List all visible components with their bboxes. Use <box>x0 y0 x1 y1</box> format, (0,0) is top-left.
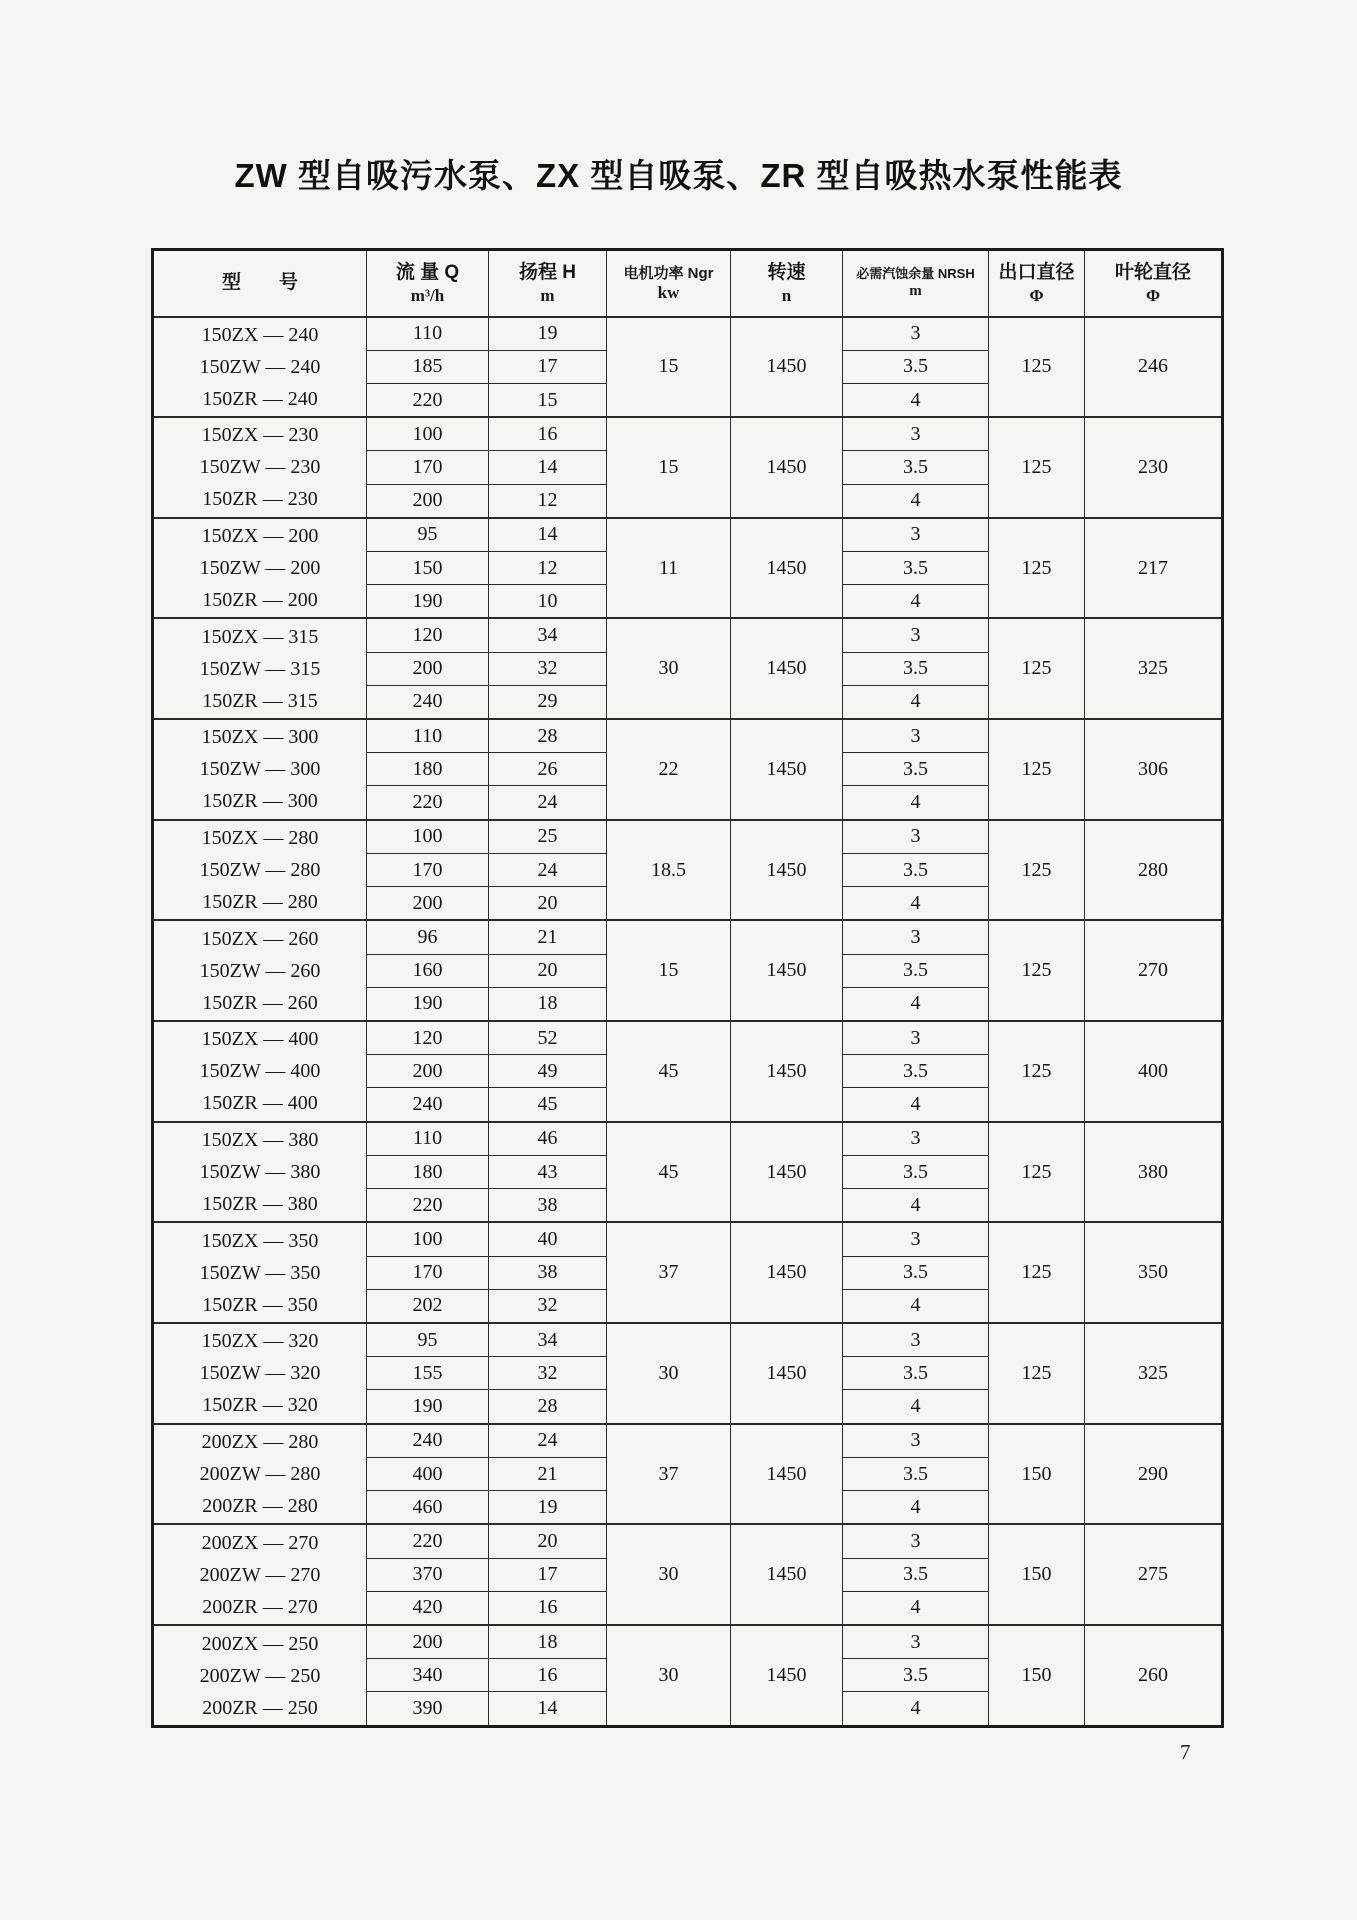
model-name: 150ZW — 320 <box>199 1362 321 1385</box>
head-cell: 12 <box>489 552 607 585</box>
model-name: 150ZX — 230 <box>201 424 319 447</box>
model-name: 150ZR — 320 <box>202 1394 318 1417</box>
col-header-power <box>607 250 731 317</box>
npsh-cell: 3.5 <box>843 854 989 887</box>
head-cell: 24 <box>489 786 607 820</box>
speed-cell: 1450 <box>731 820 843 921</box>
head-cell: 10 <box>489 585 607 619</box>
col-header-head <box>489 250 607 317</box>
npsh-cell: 4 <box>843 1088 989 1122</box>
flow-cell: 180 <box>367 753 489 786</box>
model-cell <box>153 317 367 418</box>
col-header-power-label: 电机功率 Ngr <box>623 264 714 282</box>
npsh-cell: 3.5 <box>843 652 989 685</box>
power-cell: 30 <box>607 1524 731 1625</box>
head-cell: 43 <box>489 1156 607 1189</box>
outlet-diameter-cell: 125 <box>989 1122 1085 1223</box>
col-header-npsh-unit: m <box>909 283 922 300</box>
flow-cell: 400 <box>367 1457 489 1490</box>
table-body <box>153 317 1223 1727</box>
impeller-diameter-cell: 217 <box>1085 518 1223 619</box>
head-cell: 28 <box>489 719 607 753</box>
flow-cell: 100 <box>367 1222 489 1256</box>
power-cell: 15 <box>607 920 731 1021</box>
flow-cell: 96 <box>367 920 489 954</box>
impeller-diameter-cell: 325 <box>1085 1323 1223 1424</box>
impeller-diameter-cell: 275 <box>1085 1524 1223 1625</box>
head-cell: 20 <box>489 1524 607 1558</box>
npsh-cell: 3.5 <box>843 1558 989 1591</box>
model-name: 150ZW — 200 <box>199 557 321 580</box>
col-header-outlet-unit: Φ <box>1029 285 1044 305</box>
npsh-cell: 3 <box>843 1424 989 1458</box>
flow-cell: 155 <box>367 1357 489 1390</box>
speed-cell: 1450 <box>731 1625 843 1726</box>
head-cell: 52 <box>489 1021 607 1055</box>
head-cell: 32 <box>489 652 607 685</box>
model-name: 150ZR — 280 <box>202 891 318 914</box>
impeller-diameter-cell: 400 <box>1085 1021 1223 1122</box>
npsh-cell: 3 <box>843 1021 989 1055</box>
model-cell <box>153 1021 367 1122</box>
table-row <box>153 1524 1223 1558</box>
flow-cell: 110 <box>367 317 489 351</box>
head-cell: 32 <box>489 1289 607 1323</box>
outlet-diameter-cell: 125 <box>989 1222 1085 1323</box>
outlet-diameter-cell: 125 <box>989 417 1085 518</box>
head-cell: 19 <box>489 317 607 351</box>
npsh-cell: 3.5 <box>843 1457 989 1490</box>
table-row <box>153 820 1223 854</box>
impeller-diameter-cell: 290 <box>1085 1424 1223 1525</box>
impeller-diameter-cell: 260 <box>1085 1625 1223 1726</box>
model-name: 150ZW — 350 <box>199 1261 321 1284</box>
model-name: 150ZR — 230 <box>202 488 318 511</box>
col-header-model-label: 型 号 <box>221 271 298 293</box>
model-cell <box>153 1323 367 1424</box>
npsh-cell: 3.5 <box>843 1055 989 1088</box>
table-row <box>153 1323 1223 1357</box>
speed-cell: 1450 <box>731 1021 843 1122</box>
head-cell: 24 <box>489 854 607 887</box>
model-name: 150ZX — 380 <box>201 1129 319 1152</box>
power-cell: 37 <box>607 1424 731 1525</box>
header-row <box>153 250 1223 317</box>
model-name: 150ZX — 400 <box>201 1028 319 1051</box>
npsh-cell: 4 <box>843 1189 989 1223</box>
npsh-cell: 3 <box>843 317 989 351</box>
col-header-speed-label: 转速 <box>767 262 806 284</box>
flow-cell: 240 <box>367 685 489 719</box>
npsh-cell: 3.5 <box>843 451 989 484</box>
model-name: 150ZW — 315 <box>199 657 321 680</box>
speed-cell: 1450 <box>731 1222 843 1323</box>
flow-cell: 370 <box>367 1558 489 1591</box>
head-cell: 45 <box>489 1088 607 1122</box>
power-cell: 15 <box>607 417 731 518</box>
flow-cell: 180 <box>367 1156 489 1189</box>
flow-cell: 170 <box>367 1256 489 1289</box>
flow-cell: 190 <box>367 585 489 619</box>
table-row <box>153 1625 1223 1659</box>
model-name: 200ZW — 280 <box>199 1463 321 1486</box>
head-cell: 26 <box>489 753 607 786</box>
table-row <box>153 920 1223 954</box>
model-name: 150ZR — 400 <box>202 1092 318 1115</box>
npsh-cell: 3 <box>843 820 989 854</box>
col-header-flow-label: 流 量 Q <box>395 262 460 284</box>
col-header-head-label: 扬程 H <box>518 262 576 284</box>
flow-cell: 190 <box>367 1390 489 1424</box>
npsh-cell: 3.5 <box>843 753 989 786</box>
model-name: 150ZR — 350 <box>202 1293 318 1316</box>
npsh-cell: 3.5 <box>843 954 989 987</box>
head-cell: 14 <box>489 1692 607 1727</box>
power-cell: 30 <box>607 1323 731 1424</box>
model-cell <box>153 1222 367 1323</box>
col-header-speed <box>731 250 843 317</box>
head-cell: 38 <box>489 1256 607 1289</box>
speed-cell: 1450 <box>731 1524 843 1625</box>
col-header-flow-unit: m³/h <box>410 285 445 305</box>
model-cell <box>153 518 367 619</box>
col-header-npsh-label: 必需汽蚀余量 NRSH <box>856 266 975 282</box>
model-name: 150ZR — 315 <box>202 689 318 712</box>
head-cell: 19 <box>489 1491 607 1525</box>
flow-cell: 100 <box>367 417 489 451</box>
npsh-cell: 4 <box>843 1390 989 1424</box>
flow-cell: 190 <box>367 987 489 1021</box>
outlet-diameter-cell: 125 <box>989 518 1085 619</box>
flow-cell: 200 <box>367 652 489 685</box>
model-name: 200ZX — 270 <box>201 1531 319 1554</box>
model-name: 150ZW — 280 <box>199 859 321 882</box>
flow-cell: 460 <box>367 1491 489 1525</box>
table-row <box>153 317 1223 351</box>
outlet-diameter-cell: 125 <box>989 920 1085 1021</box>
model-name: 150ZW — 240 <box>199 355 321 378</box>
power-cell: 45 <box>607 1021 731 1122</box>
flow-cell: 220 <box>367 1189 489 1223</box>
model-name: 150ZX — 320 <box>201 1330 319 1353</box>
model-name: 150ZW — 260 <box>199 959 321 982</box>
model-name: 200ZR — 280 <box>202 1495 318 1518</box>
col-header-impeller-unit: Φ <box>1145 285 1161 305</box>
flow-cell: 110 <box>367 719 489 753</box>
head-cell: 38 <box>489 1189 607 1223</box>
model-name: 200ZX — 280 <box>201 1431 319 1454</box>
npsh-cell: 3 <box>843 1524 989 1558</box>
npsh-cell: 3.5 <box>843 1256 989 1289</box>
col-header-power-unit: kw <box>657 283 680 303</box>
model-name: 150ZW — 230 <box>199 456 321 479</box>
flow-cell: 100 <box>367 820 489 854</box>
speed-cell: 1450 <box>731 1122 843 1223</box>
flow-cell: 220 <box>367 786 489 820</box>
head-cell: 15 <box>489 383 607 417</box>
npsh-cell: 3 <box>843 719 989 753</box>
head-cell: 17 <box>489 350 607 383</box>
npsh-cell: 4 <box>843 685 989 719</box>
npsh-cell: 3 <box>843 920 989 954</box>
model-name: 150ZW — 300 <box>199 758 321 781</box>
head-cell: 20 <box>489 887 607 921</box>
npsh-cell: 4 <box>843 987 989 1021</box>
table-row <box>153 1424 1223 1458</box>
model-name: 150ZR — 200 <box>202 589 318 612</box>
head-cell: 29 <box>489 685 607 719</box>
model-name: 200ZW — 270 <box>199 1563 321 1586</box>
npsh-cell: 4 <box>843 383 989 417</box>
model-name: 150ZR — 240 <box>202 387 318 410</box>
col-header-speed-unit: n <box>781 285 792 305</box>
head-cell: 40 <box>489 1222 607 1256</box>
npsh-cell: 4 <box>843 484 989 518</box>
speed-cell: 1450 <box>731 317 843 418</box>
head-cell: 17 <box>489 1558 607 1591</box>
outlet-diameter-cell: 125 <box>989 317 1085 418</box>
pump-performance-table <box>151 248 1224 1728</box>
power-cell: 22 <box>607 719 731 820</box>
flow-cell: 95 <box>367 1323 489 1357</box>
impeller-diameter-cell: 380 <box>1085 1122 1223 1223</box>
model-cell <box>153 719 367 820</box>
col-header-outlet-label: 出口直径 <box>998 262 1075 284</box>
flow-cell: 202 <box>367 1289 489 1323</box>
flow-cell: 200 <box>367 887 489 921</box>
outlet-diameter-cell: 150 <box>989 1424 1085 1525</box>
impeller-diameter-cell: 350 <box>1085 1222 1223 1323</box>
npsh-cell: 3.5 <box>843 1659 989 1692</box>
model-cell <box>153 1524 367 1625</box>
power-cell: 15 <box>607 317 731 418</box>
npsh-cell: 3 <box>843 417 989 451</box>
outlet-diameter-cell: 125 <box>989 719 1085 820</box>
model-name: 150ZX — 260 <box>201 927 319 950</box>
model-name: 150ZX — 315 <box>201 625 319 648</box>
outlet-diameter-cell: 150 <box>989 1524 1085 1625</box>
model-cell <box>153 618 367 719</box>
model-cell <box>153 417 367 518</box>
npsh-cell: 3 <box>843 618 989 652</box>
npsh-cell: 4 <box>843 887 989 921</box>
head-cell: 21 <box>489 920 607 954</box>
power-cell: 45 <box>607 1122 731 1223</box>
head-cell: 25 <box>489 820 607 854</box>
model-name: 200ZR — 270 <box>202 1595 318 1618</box>
head-cell: 14 <box>489 518 607 552</box>
flow-cell: 390 <box>367 1692 489 1727</box>
power-cell: 18.5 <box>607 820 731 921</box>
outlet-diameter-cell: 125 <box>989 1021 1085 1122</box>
impeller-diameter-cell: 306 <box>1085 719 1223 820</box>
head-cell: 32 <box>489 1357 607 1390</box>
speed-cell: 1450 <box>731 518 843 619</box>
flow-cell: 160 <box>367 954 489 987</box>
head-cell: 16 <box>489 1591 607 1625</box>
flow-cell: 120 <box>367 618 489 652</box>
impeller-diameter-cell: 270 <box>1085 920 1223 1021</box>
model-cell <box>153 1424 367 1525</box>
table-header <box>153 250 1223 317</box>
table-row <box>153 1122 1223 1156</box>
model-cell <box>153 820 367 921</box>
npsh-cell: 4 <box>843 1591 989 1625</box>
head-cell: 16 <box>489 1659 607 1692</box>
col-header-npsh <box>843 250 989 317</box>
npsh-cell: 4 <box>843 1289 989 1323</box>
npsh-cell: 4 <box>843 1491 989 1525</box>
power-cell: 37 <box>607 1222 731 1323</box>
model-name: 200ZR — 250 <box>202 1696 318 1719</box>
col-header-outlet-diameter <box>989 250 1085 317</box>
flow-cell: 170 <box>367 854 489 887</box>
speed-cell: 1450 <box>731 719 843 820</box>
col-header-model <box>153 250 367 317</box>
col-header-impeller-label: 叶轮直径 <box>1114 262 1191 284</box>
power-cell: 30 <box>607 618 731 719</box>
table-row <box>153 719 1223 753</box>
npsh-cell: 4 <box>843 786 989 820</box>
flow-cell: 240 <box>367 1424 489 1458</box>
flow-cell: 420 <box>367 1591 489 1625</box>
outlet-diameter-cell: 125 <box>989 1323 1085 1424</box>
impeller-diameter-cell: 230 <box>1085 417 1223 518</box>
npsh-cell: 3.5 <box>843 552 989 585</box>
flow-cell: 220 <box>367 1524 489 1558</box>
flow-cell: 150 <box>367 552 489 585</box>
flow-cell: 95 <box>367 518 489 552</box>
model-name: 150ZX — 350 <box>201 1229 319 1252</box>
npsh-cell: 3 <box>843 1122 989 1156</box>
head-cell: 28 <box>489 1390 607 1424</box>
npsh-cell: 4 <box>843 1692 989 1727</box>
npsh-cell: 3 <box>843 1323 989 1357</box>
model-name: 150ZX — 240 <box>201 323 319 346</box>
npsh-cell: 4 <box>843 585 989 619</box>
col-header-impeller-diameter <box>1085 250 1223 317</box>
model-cell <box>153 920 367 1021</box>
model-name: 150ZX — 280 <box>201 827 319 850</box>
head-cell: 34 <box>489 618 607 652</box>
head-cell: 34 <box>489 1323 607 1357</box>
head-cell: 20 <box>489 954 607 987</box>
table-row <box>153 1021 1223 1055</box>
col-header-head-unit: m <box>540 285 555 305</box>
model-name: 150ZX — 300 <box>201 726 319 749</box>
flow-cell: 200 <box>367 1625 489 1659</box>
outlet-diameter-cell: 150 <box>989 1625 1085 1726</box>
head-cell: 24 <box>489 1424 607 1458</box>
flow-cell: 220 <box>367 383 489 417</box>
speed-cell: 1450 <box>731 618 843 719</box>
head-cell: 14 <box>489 451 607 484</box>
flow-cell: 110 <box>367 1122 489 1156</box>
speed-cell: 1450 <box>731 1424 843 1525</box>
model-name: 150ZR — 260 <box>202 991 318 1014</box>
table-row <box>153 618 1223 652</box>
impeller-diameter-cell: 246 <box>1085 317 1223 418</box>
model-name: 150ZW — 380 <box>199 1161 321 1184</box>
page-number: 7 <box>1180 1740 1191 1764</box>
model-name: 150ZR — 300 <box>202 790 318 813</box>
power-cell: 30 <box>607 1625 731 1726</box>
head-cell: 12 <box>489 484 607 518</box>
flow-cell: 200 <box>367 484 489 518</box>
flow-cell: 240 <box>367 1088 489 1122</box>
power-cell: 11 <box>607 518 731 619</box>
impeller-diameter-cell: 280 <box>1085 820 1223 921</box>
flow-cell: 340 <box>367 1659 489 1692</box>
head-cell: 18 <box>489 987 607 1021</box>
head-cell: 46 <box>489 1122 607 1156</box>
flow-cell: 170 <box>367 451 489 484</box>
table-row <box>153 417 1223 451</box>
model-cell <box>153 1625 367 1726</box>
outlet-diameter-cell: 125 <box>989 820 1085 921</box>
model-cell <box>153 1122 367 1223</box>
col-header-flow <box>367 250 489 317</box>
head-cell: 49 <box>489 1055 607 1088</box>
impeller-diameter-cell: 325 <box>1085 618 1223 719</box>
model-name: 200ZW — 250 <box>199 1664 321 1687</box>
head-cell: 18 <box>489 1625 607 1659</box>
npsh-cell: 3.5 <box>843 1156 989 1189</box>
table-row <box>153 518 1223 552</box>
model-name: 150ZW — 400 <box>199 1060 321 1083</box>
outlet-diameter-cell: 125 <box>989 618 1085 719</box>
npsh-cell: 3 <box>843 518 989 552</box>
npsh-cell: 3 <box>843 1625 989 1659</box>
npsh-cell: 3.5 <box>843 1357 989 1390</box>
head-cell: 21 <box>489 1457 607 1490</box>
speed-cell: 1450 <box>731 1323 843 1424</box>
head-cell: 16 <box>489 417 607 451</box>
flow-cell: 185 <box>367 350 489 383</box>
speed-cell: 1450 <box>731 920 843 1021</box>
npsh-cell: 3.5 <box>843 350 989 383</box>
page-title: ZW 型自吸污水泵、ZX 型自吸泵、ZR 型自吸热水泵性能表 <box>234 157 1123 194</box>
speed-cell: 1450 <box>731 417 843 518</box>
model-name: 150ZR — 380 <box>202 1193 318 1216</box>
flow-cell: 120 <box>367 1021 489 1055</box>
table-row <box>153 1222 1223 1256</box>
npsh-cell: 3 <box>843 1222 989 1256</box>
model-name: 200ZX — 250 <box>201 1632 319 1655</box>
flow-cell: 200 <box>367 1055 489 1088</box>
model-name: 150ZX — 200 <box>201 525 319 548</box>
